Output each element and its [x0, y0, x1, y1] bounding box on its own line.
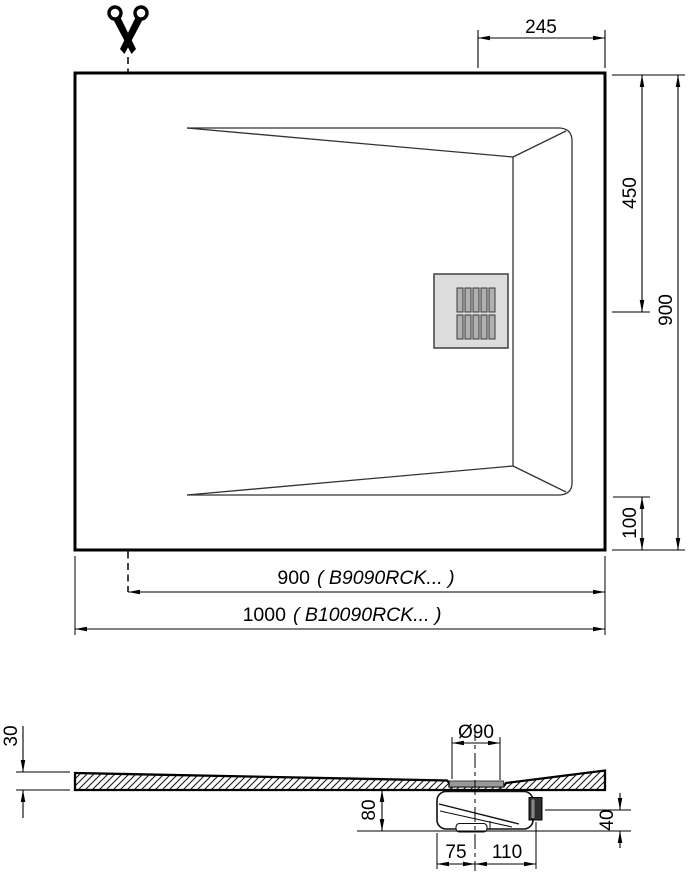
scissors-icon [109, 7, 147, 54]
dim-900-bottom-label: 900 ( B9090RCK... ) [277, 567, 455, 589]
drain-flange [450, 781, 504, 787]
dim-110-label: 110 [491, 842, 523, 863]
dim-40-label: 40 [597, 809, 618, 831]
top-view [75, 7, 685, 635]
section-view [1, 722, 631, 871]
dim-245-label: 245 [525, 17, 557, 38]
tray-section-slab [75, 771, 605, 791]
dim-100-label: 100 [620, 507, 641, 539]
dim-900-right-label: 900 [656, 294, 677, 326]
dim-80 [380, 790, 385, 831]
dim-30-label: 30 [1, 725, 22, 747]
dim-1000-bottom-label: 1000 ( B10090RCK... ) [242, 604, 442, 626]
drain-grate [434, 274, 508, 348]
dim-40 [618, 793, 623, 848]
dim-80-label: 80 [359, 799, 380, 821]
dim-1000-bottom [75, 627, 605, 632]
dim-diameter-90-label: Ø90 [458, 722, 494, 743]
trap-outlet [529, 798, 542, 821]
tray-outline [75, 73, 605, 550]
dim-30 [16, 726, 70, 818]
dim-450-label: 450 [620, 177, 641, 209]
dim-75-label: 75 [445, 842, 467, 863]
dim-diameter-90 [452, 737, 500, 780]
drain-trap [437, 787, 542, 832]
dim-900-bottom [128, 590, 605, 595]
